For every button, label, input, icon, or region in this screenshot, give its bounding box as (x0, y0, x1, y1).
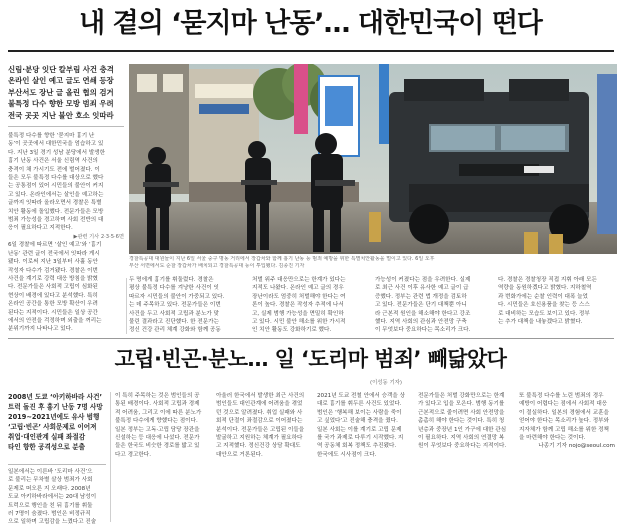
bottom-column-4 (418, 392, 506, 451)
body-line: 로 최근 사건 이후 유사한 예고 글이 급 (375, 285, 469, 292)
body-line: 고 싶었다’고 진술해 충격을 줬다. (317, 418, 398, 425)
body-line: 장난이라도 엄중히 처벌해야 한다는 여 (252, 293, 346, 300)
body-line: 고 지적했다. 정신건강 상담 확대도 (216, 443, 301, 450)
body-line: 로 대비하는 모습도 보이고 있다. 정부 (498, 310, 590, 317)
body-line: 일본 사회는 이를 계기로 고립 문제 (317, 426, 402, 433)
body-line: 이 특히 주목하는 것은 범인들의 공 (115, 393, 200, 399)
news-photo (129, 64, 617, 254)
caption-line: 부산 서면에서도 순찰 장갑차가 배치되고 경찰특공대 등이 투입됐다. 김종진 기자 (129, 263, 305, 270)
body-line: 던 것으로 알려졌다. 취업 실패와 사 (216, 409, 303, 416)
body-line: 들은 모두 불특정 다수를 대상으로 했다 (8, 175, 104, 182)
body-line: 회적 단절이 좌절감으로 이어졌다는 (216, 418, 303, 425)
body-line: 역량을 동원하겠다고 밝혔다. 지하철역 (498, 285, 592, 292)
body-line: 이 무엇보다 중요하다는 목소리가 크다. (375, 327, 471, 334)
body-line: 글까지 잇따라 올라오면서 경찰은 특별 (8, 200, 102, 207)
body-line: 발굴하고 지원하는 체계가 필요하다 (216, 435, 303, 442)
main-headline: 내 곁의 ‘묻지마 난동’… 대한민국이 떤다 (79, 8, 542, 39)
body-line: 작성자 다수가 검거됐다. 경찰은 이번 (8, 267, 98, 274)
body-line: 대로 흉기를 휘두른 사건도 있었다. (317, 401, 402, 408)
body-line: 처벌 위주 대응만으로는 한계가 있다는 (252, 277, 346, 283)
body-line: 다. 경찰은 경찰청장 직접 지휘 아래 모든 (498, 277, 597, 283)
body-line: 또 불특정 다수를 노린 범죄의 경우 (519, 393, 604, 399)
body-line: 년층과 중장년 1인 가구에 대한 관심 (418, 426, 506, 433)
lead-divider (8, 126, 124, 127)
caption-line: 경찰특공대 대원들이 지난 6일 서울 중구 명동 거리에서 장갑차와 함께 흉기 난동 등 범죄 예방을 위한 특별치안활동을 벌이고 있다. 6일 오후 (129, 256, 435, 262)
body-line: 는 추가 대책을 내놓겠다고 밝혔다. (498, 319, 583, 326)
body-line: 대안으로 거론된다. (216, 451, 263, 458)
body-line: 라 근본적 원인을 해소해야 한다고 강조 (375, 310, 471, 317)
body-line: 범인은 ‘행복해 보이는 사람을 죽이 (317, 409, 402, 416)
body-line: 과 번화가에는 순찰 인력이 대폭 늘었 (498, 293, 588, 300)
body-line: 고 있다. 온라인에서는 살인을 예고하는 (8, 191, 104, 198)
body-line: 두 명에게 흉기를 휘둘렀다. 경찰은 (129, 277, 214, 283)
body-line: 했다. 지역 사회의 관심과 안전망 구축 (375, 319, 467, 326)
bottom-column-2 (216, 392, 304, 459)
column-divider (110, 392, 111, 522)
body-line: 동’이 곳곳에서 대한민국을 엄습하고 있 (8, 141, 104, 148)
article-column-2 (252, 276, 368, 335)
body-line: 을 마련해야 한다는 것이다. (519, 435, 586, 442)
lead-line: 불특정 다수 향한 모방 범죄 우려 (8, 99, 114, 109)
body-line: 6일 경찰에 따르면 ‘살인 예고’와 ‘흉기 (8, 242, 102, 249)
body-line: 현상이 배경에 있다고 분석했다. 특히 (8, 292, 98, 299)
lead-line: 2008년 도쿄 ‘아키하바라 사건’ (8, 393, 102, 401)
body-line: 으로 일하며 고립감을 느꼈다고 진술 (8, 519, 97, 526)
body-line: 론이 높다. 경찰은 작성자 추적에 나서 (252, 302, 344, 309)
section-rule (8, 338, 614, 339)
body-line: 일본 정부는 고독·고립 담당 장관을 (115, 426, 200, 433)
article-column-4 (498, 276, 614, 326)
reporter-signature: 나종기 기자 nojo@seoul.com (538, 443, 615, 450)
body-line: 다. 시민들은 호신용품을 찾는 등 스스 (498, 302, 590, 309)
lead-line: ‘고립·빈곤’ 사회문제로 이어져 (8, 423, 97, 431)
body-line: 평상 불특정 다수를 겨냥한 사건이 잇 (129, 285, 219, 292)
body-line: 아울러 한국에서 발생한 최근 사건의 (216, 393, 304, 399)
body-line: 이 필요하다. 지역 사회의 연결망 복 (418, 435, 505, 442)
lead-line: 온라인 살인 예고 글도 연쇄 등장 (8, 76, 114, 86)
body-line: 사건을 두고 사회적 고립과 분노가 맞 (129, 310, 219, 317)
body-line: 증했다. 정부는 관련 법 개정을 검토하 (375, 293, 467, 300)
bottom-column-5 (519, 392, 615, 451)
body-line: 지자체가 함께 고립 해소를 위한 정책 (519, 426, 609, 433)
body-line: 다. 전문가들은 사회적 고립이 심화된 (8, 284, 98, 291)
body-line: 다고 경고한다. (115, 451, 151, 458)
body-line: 이 절실하다. 일본의 경험에서 교훈을 (519, 409, 609, 416)
body-line: 로 불리는 무차별 살상 범죄가 사회 (8, 477, 93, 484)
body-line: 에서의 안전을 걱정하며 외출을 꺼리는 (8, 317, 102, 324)
body-line: 고 있다. 시민 불안 해소를 위한 가시적 (252, 319, 346, 326)
headline-rule (8, 50, 614, 52)
police-armored-car-photo (129, 64, 617, 254)
body-line: 불특정 다수를 향한 ‘묻지마 흉기 난 (8, 133, 95, 139)
column-divider (126, 278, 127, 334)
lead-line: 취업·대인관계 실패 좌절감 (8, 433, 86, 441)
side-lead-body (8, 468, 106, 527)
lead-line: 전국 곳곳 지난 불안 호소 잇따라 (8, 110, 114, 120)
body-line: 따르자 시민들의 불안이 가중되고 있다. (129, 293, 225, 300)
body-line: 사건을 계기로 강력 대응 방침을 밝혔 (8, 275, 98, 282)
bottom-column-3 (317, 392, 405, 459)
body-line: 전문가들은 처벌 강화만으로는 한계 (418, 393, 505, 399)
lead-line: 트럭 돌진 후 흉기 난동 7명 사망 (8, 403, 103, 411)
body-line: 예방이 어렵다는 점에서 사회적 대응 (519, 401, 608, 408)
body-line: 지적도 나왔다. 온라인 예고 글의 경우 (252, 285, 344, 292)
body-line: 트럭으로 행인을 친 뒤 흉기를 휘둘 (8, 502, 93, 509)
body-line: 물린 결과라고 진단했다. 한 전문가는 (129, 319, 219, 326)
body-line: 얻어야 한다는 목소리가 높다. 정부와 (519, 418, 609, 425)
body-line: 원이 무엇보다 중요하다는 지적이다. (418, 443, 506, 450)
body-line: 범인들도 대인관계에 어려움을 겪었 (216, 401, 303, 408)
body-line: 도쿄 아키하바라에서는 20대 남성이 (8, 494, 97, 501)
body-line: 가능성이 커졌다는 점을 우려한다. 실제 (375, 277, 471, 283)
body-line: 정신 건강 관리 체계 강화와 함께 공동 (129, 327, 221, 334)
article-body-left (8, 132, 124, 334)
body-line: 분석이다. 전문가들은 고립된 이들을 (216, 426, 304, 433)
body-line: 2021년 도쿄 전철 안에서 승객을 상 (317, 393, 405, 399)
body-line: 는 공통점이 있어 시민들의 불안이 커지 (8, 183, 104, 190)
body-line: 다. 지난 3일 경기 성남 분당에서 발생한 (8, 149, 106, 156)
body-line: 고, 실제 범행 가능성을 면밀히 확인하 (252, 310, 344, 317)
body-line: 불특정 다수에게 향했다는 점이다. (115, 418, 198, 425)
body-line: 가 있다고 입을 모은다. 범행 동기를 (418, 401, 505, 408)
side-lead-divider (8, 464, 106, 465)
body-line: 고 있다. 전문가들은 단기 대책뿐 아니 (375, 302, 467, 309)
side-lead-summary (8, 392, 106, 452)
lead-line: 2019~2021년에도 유사 범행 (8, 413, 100, 421)
body-line: 를 국가 과제로 다루기 시작했다. 지 (317, 435, 404, 442)
body-line: 온라인 공간을 통한 모방 확산이 우려 (8, 301, 98, 308)
body-line: 촘촘히 해야 한다는 것이다. 특히 청 (418, 418, 505, 425)
body-line: 일본에서는 이른바 ‘도리마 사건’으 (8, 469, 93, 475)
body-line: 치안 활동에 돌입했다. 전문가들은 모방 (8, 208, 104, 215)
body-line: 들은 한국도 비슷한 경로를 밟고 있 (115, 443, 200, 450)
body-line: 근본적으로 줄이려면 사회 안전망을 (418, 409, 505, 416)
lead-summary (8, 64, 124, 121)
body-line: 는 데 주목하고 있다. 전문가들은 이번 (129, 302, 221, 309)
body-line: 분위기까지 나타나고 있다. (8, 326, 73, 333)
body-line: 된다는 지적이다. 시민들은 일상 공간 (8, 309, 98, 316)
body-line: 응이 필요하다고 지적한다. (8, 225, 73, 232)
body-line: 충격이 채 가시기도 전에 벌어졌다. 이 (8, 166, 100, 173)
body-line: 신설하는 등 대응에 나섰다. 전문가 (115, 435, 200, 442)
body-line: 난동’ 관련 글이 전국에서 잇따라 게시 (8, 250, 100, 257)
bottom-column-1 (115, 392, 203, 459)
article-column-3 (375, 276, 491, 335)
body-line: 됐다. 이로써 지난 3일부터 사흘 동안 (8, 259, 98, 266)
body-line: 흉기 난동 사건은 서울 신림역 사건의 (8, 158, 98, 165)
body-line: 범죄 가능성을 경고하며 사회 전반의 대 (8, 217, 104, 224)
body-line: 역 공동체 회복 정책도 추진됐다. (317, 443, 397, 450)
body-line: 러 7명이 숨졌다. 범인은 비정규직 (8, 511, 91, 518)
body-line: 문제로 떠오른 지 오래다. 2008년 (8, 485, 91, 492)
body-line: 적 어려움, 그리고 이에 따른 분노가 (115, 409, 202, 416)
article-column-1 (129, 276, 245, 335)
sub-headline: 고립·빈곤·분노… 일 ‘도리마 범죄’ 빼닮았다 (114, 347, 507, 371)
body-line: 통된 배경이다. 사회적 고립과 경제 (115, 401, 200, 408)
body-line: 인 치안 활동도 강화하기로 했다. (252, 327, 332, 334)
lead-line: 타인 향한 공격성으로 분출 (8, 443, 85, 451)
body-line: 한국에도 시사점이 크다. (317, 451, 377, 458)
related-articles-note: ▶관련 기사 2·3·5·6면 (73, 233, 124, 240)
lead-line: 부산서도 장난 글 올린 협의 검거 (8, 87, 114, 97)
lead-line: 신림·분당 잇단 칼부림 사건 충격 (8, 65, 114, 74)
photo-caption (129, 256, 617, 271)
sub-byline: (이성동 기자) (370, 380, 402, 386)
